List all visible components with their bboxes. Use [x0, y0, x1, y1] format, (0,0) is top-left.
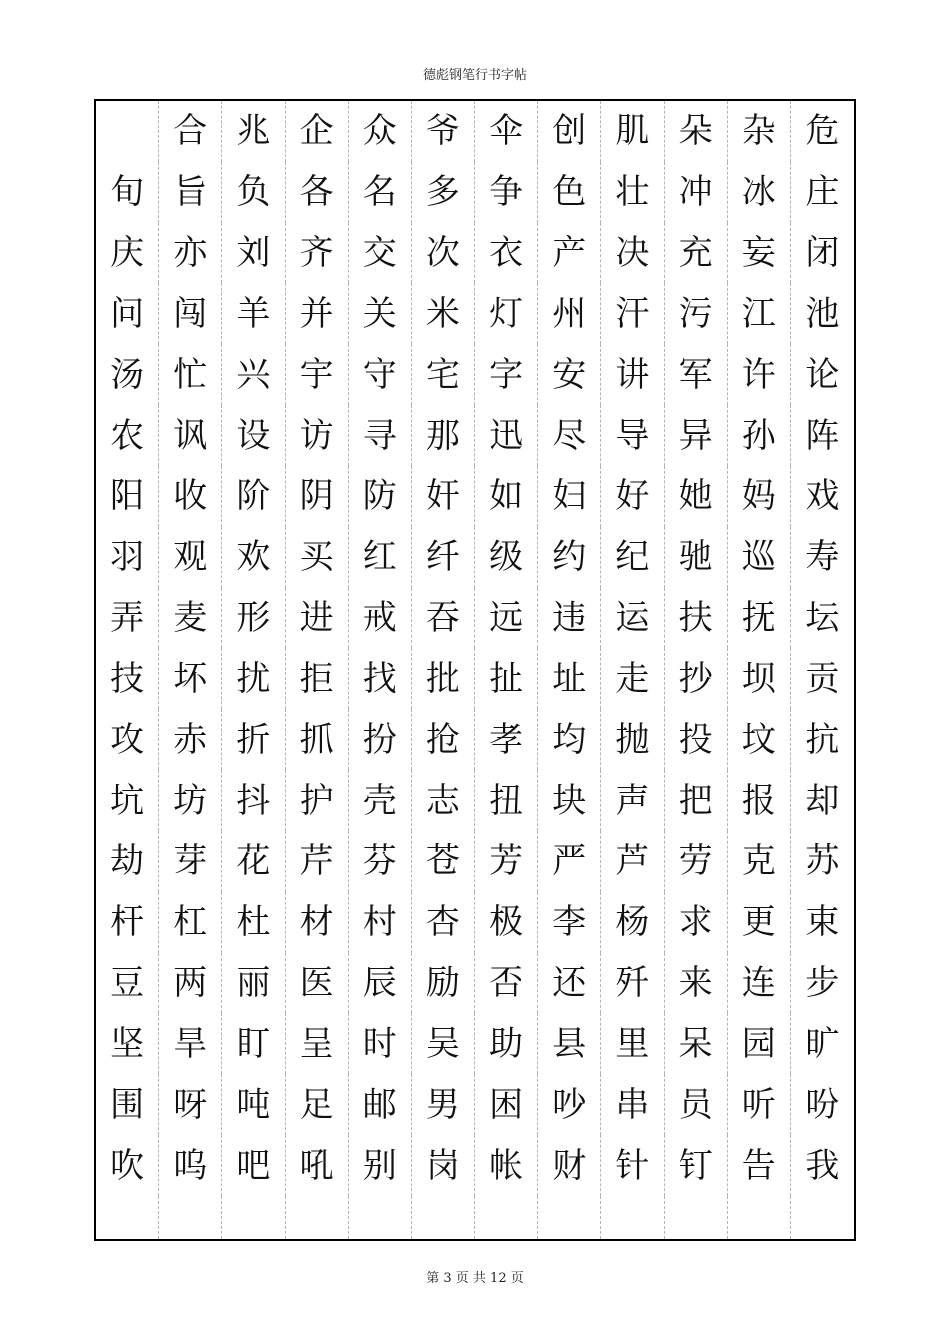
grid-cell: 吹: [96, 1135, 159, 1196]
grid-cell: 冰: [728, 162, 791, 223]
grid-cell: [159, 1196, 222, 1239]
grid-cell: 寻: [349, 405, 412, 466]
grid-cell: 财: [538, 1135, 601, 1196]
grid-cell: 弄: [96, 588, 159, 649]
grid-cell: 论: [805, 354, 840, 395]
grid-cell: 困: [475, 1074, 538, 1135]
grid-cell: 否: [475, 953, 538, 1014]
grid-cell: 吩: [805, 1084, 840, 1125]
grid-cell: 芹: [286, 831, 349, 892]
grid-cell: 钉: [665, 1135, 728, 1196]
grid-cell: 朵: [665, 101, 728, 162]
grid-cell: 异: [665, 405, 728, 466]
grid-cell: 许: [728, 344, 791, 405]
grid-cell: 关: [349, 283, 412, 344]
grid-cell: 克: [728, 831, 791, 892]
grid-cell: 巡: [728, 527, 791, 588]
grid-cell: 歼: [601, 953, 664, 1014]
grid-cell: 扯: [475, 648, 538, 709]
grid-cell: 别: [349, 1135, 412, 1196]
grid-cell: 找: [349, 648, 412, 709]
grid-cell: 坑: [96, 770, 159, 831]
grid-cell: 走: [601, 648, 664, 709]
grid-cell: 医: [286, 953, 349, 1014]
grid-cell: 抗: [805, 719, 840, 760]
grid-cell: 名: [349, 162, 412, 223]
grid-cell: 员: [665, 1074, 728, 1135]
grid-cell: 旱: [159, 1013, 222, 1074]
grid-cell: 讲: [601, 344, 664, 405]
grid-cell: 材: [286, 892, 349, 953]
grid-cell: 肌: [601, 101, 664, 162]
grid-cell: 扶: [665, 588, 728, 649]
grid-cell: 芳: [475, 831, 538, 892]
grid-cell: 驰: [665, 527, 728, 588]
grid-cell: 护: [286, 770, 349, 831]
grid-cell: 址: [538, 648, 601, 709]
grid-cell: 连: [728, 953, 791, 1014]
grid-cell: 芦: [601, 831, 664, 892]
grid-cell: 红: [349, 527, 412, 588]
grid-cell: 贡: [805, 658, 840, 699]
grid-cell: 并: [286, 283, 349, 344]
grid-cell: 阶: [222, 466, 285, 527]
grid-cell: 抓: [286, 709, 349, 770]
grid-cell: 齐: [286, 223, 349, 284]
grid-cell: 纤: [412, 527, 475, 588]
grid-cell: 好: [601, 466, 664, 527]
grid-cell: 里: [601, 1013, 664, 1074]
grid-cell: 岗: [412, 1135, 475, 1196]
grid-cell: 苍: [412, 831, 475, 892]
grid-cell: 级: [475, 527, 538, 588]
grid-cell: 迅: [475, 405, 538, 466]
grid-cell: 冲: [665, 162, 728, 223]
grid-cell: 兴: [222, 344, 285, 405]
grid-cell: 收: [159, 466, 222, 527]
grid-cell: 守: [349, 344, 412, 405]
grid-cell: 坛: [805, 598, 840, 639]
grid-cell: 设: [222, 405, 285, 466]
grid-cell: 闯: [159, 283, 222, 344]
grid-cell: 买: [286, 527, 349, 588]
grid-cell: 阵: [805, 415, 840, 456]
grid-cell: 听: [728, 1074, 791, 1135]
grid-cell: 花: [222, 831, 285, 892]
grid-cell: 辰: [349, 953, 412, 1014]
grid-cell: 村: [349, 892, 412, 953]
grid-cell: 观: [159, 527, 222, 588]
grid-cell: 约: [538, 527, 601, 588]
grid-cell: 坏: [159, 648, 222, 709]
grid-cell: 束: [805, 902, 840, 943]
grid-cell: 呜: [159, 1135, 222, 1196]
grid-cell: 求: [665, 892, 728, 953]
grid-cell: 防: [349, 466, 412, 527]
grid-cell: 运: [601, 588, 664, 649]
grid-cell: 攻: [96, 709, 159, 770]
grid-cell: 那: [412, 405, 475, 466]
grid-cell: 杆: [96, 892, 159, 953]
grid-cell: 吧: [222, 1135, 285, 1196]
grid-cell: 壳: [349, 770, 412, 831]
grid-cell: 盯: [222, 1013, 285, 1074]
grid-cell: [475, 1196, 538, 1239]
grid-cell: 围: [96, 1074, 159, 1135]
grid-cell: 企: [286, 101, 349, 162]
grid-cell: 旷: [805, 1023, 840, 1064]
grid-cell: 合: [159, 101, 222, 162]
grid-cell: 李: [538, 892, 601, 953]
grid-cell: 奸: [412, 466, 475, 527]
grid-cell: 灯: [475, 283, 538, 344]
grid-cell: 邮: [349, 1074, 412, 1135]
grid-cell: 芬: [349, 831, 412, 892]
grid-cell: 扮: [349, 709, 412, 770]
grid-cell: 坟: [728, 709, 791, 770]
grid-cell: 产: [538, 223, 601, 284]
grid-cell: 米: [412, 283, 475, 344]
grid-cell: 呆: [665, 1013, 728, 1074]
grid-cell: 杜: [222, 892, 285, 953]
grid-cell: 羽: [96, 527, 159, 588]
grid-cell: 拒: [286, 648, 349, 709]
grid-cell: 导: [601, 405, 664, 466]
grid-cell: 两: [159, 953, 222, 1014]
page-title: 德彪钢笔行书字帖: [422, 68, 527, 83]
grid-cell: 亦: [159, 223, 222, 284]
grid-cell: [538, 1196, 601, 1239]
grid-cell: 忙: [159, 344, 222, 405]
grid-cell: 衣: [475, 223, 538, 284]
grid-cell: 戏: [805, 476, 840, 517]
grid-cell: 州: [538, 283, 601, 344]
grid-cell: 庄: [805, 172, 840, 213]
grid-cell: 杠: [159, 892, 222, 953]
grid-cell: 军: [665, 344, 728, 405]
grid-cell: 阴: [286, 466, 349, 527]
grid-cell: 却: [805, 780, 840, 821]
grid-cell: 串: [601, 1074, 664, 1135]
grid-cell: 扭: [475, 770, 538, 831]
grid-cell: 汤: [96, 344, 159, 405]
grid-cell: 汗: [601, 283, 664, 344]
grid-cell: 投: [665, 709, 728, 770]
grid-cell: 吼: [286, 1135, 349, 1196]
grid-cell: 充: [665, 223, 728, 284]
grid-cell: 均: [538, 709, 601, 770]
grid-cell: 兆: [222, 101, 285, 162]
grid-cell: 严: [538, 831, 601, 892]
grid-cell: 交: [349, 223, 412, 284]
grid-cell: 她: [665, 466, 728, 527]
grid-cell: 杏: [412, 892, 475, 953]
grid-cell: 字: [475, 344, 538, 405]
grid-cell: 折: [222, 709, 285, 770]
grid-cell: 违: [538, 588, 601, 649]
grid-cell: 抖: [222, 770, 285, 831]
grid-cell: 抄: [665, 648, 728, 709]
page-footer: 第 3 页 共 12 页: [426, 1271, 524, 1286]
practice-grid: [94, 99, 856, 1241]
grid-cell: 妄: [728, 223, 791, 284]
grid-cell: 抚: [728, 588, 791, 649]
grid-cell: 讽: [159, 405, 222, 466]
grid-cell: 县: [538, 1013, 601, 1074]
grid-cell: 杨: [601, 892, 664, 953]
grid-cell: 创: [538, 101, 601, 162]
grid-cell: 抛: [601, 709, 664, 770]
grid-cell: 羊: [222, 283, 285, 344]
grid-cell: [222, 1196, 285, 1239]
grid-cell: 农: [96, 405, 159, 466]
grid-cell: 更: [728, 892, 791, 953]
grid-cell: 争: [475, 162, 538, 223]
grid-cell: 极: [475, 892, 538, 953]
grid-cell: 块: [538, 770, 601, 831]
grid-cell: 时: [349, 1013, 412, 1074]
grid-cell: [665, 1196, 728, 1239]
grid-cell: 还: [538, 953, 601, 1014]
grid-cell: 多: [412, 162, 475, 223]
grid-cell: 形: [222, 588, 285, 649]
grid-cell: 戒: [349, 588, 412, 649]
grid-cell: 我: [805, 1145, 840, 1186]
grid-cell: 坊: [159, 770, 222, 831]
grid-cell: 报: [728, 770, 791, 831]
grid-cell: 呈: [286, 1013, 349, 1074]
grid-cell: 技: [96, 648, 159, 709]
grid-cell: [728, 1196, 791, 1239]
grid-cell: 如: [475, 466, 538, 527]
grid-cell: 宇: [286, 344, 349, 405]
grid-cell: 伞: [475, 101, 538, 162]
grid-cell: 呀: [159, 1074, 222, 1135]
grid-cell: 各: [286, 162, 349, 223]
grid-cell: 坚: [96, 1013, 159, 1074]
grid-cell: 纪: [601, 527, 664, 588]
grid-cell: 苏: [805, 841, 840, 882]
grid-cell: [412, 1196, 475, 1239]
grid-cell: 寿: [805, 537, 840, 578]
grid-cell: 把: [665, 770, 728, 831]
grid-cell: 志: [412, 770, 475, 831]
grid-cell: 欢: [222, 527, 285, 588]
grid-cell: 麦: [159, 588, 222, 649]
grid-cell: [601, 1196, 664, 1239]
grid-cell: 劫: [96, 831, 159, 892]
grid-cell: 赤: [159, 709, 222, 770]
grid-cell: 步: [805, 963, 840, 1004]
grid-cell: 阳: [96, 466, 159, 527]
grid-cell: [96, 1196, 159, 1239]
grid-cell: [286, 1196, 349, 1239]
grid-cell: 旬: [96, 162, 159, 223]
grid-cell: 次: [412, 223, 475, 284]
grid-cell: 尽: [538, 405, 601, 466]
grid-cell: 爷: [412, 101, 475, 162]
grid-cell: 针: [601, 1135, 664, 1196]
grid-cell: 批: [412, 648, 475, 709]
grid-cell: [349, 1196, 412, 1239]
grid-cell: 男: [412, 1074, 475, 1135]
grid-cell: 池: [805, 293, 840, 334]
grid-cell: 劳: [665, 831, 728, 892]
grid-cell: 声: [601, 770, 664, 831]
grid-cell: 吴: [412, 1013, 475, 1074]
grid-cell: 豆: [96, 953, 159, 1014]
grid-cell: 吵: [538, 1074, 601, 1135]
grid-cell: [96, 101, 159, 162]
grid-cell: 危: [805, 111, 840, 152]
grid-cell: 色: [538, 162, 601, 223]
grid-cell: [791, 1196, 854, 1239]
grid-cell: 抢: [412, 709, 475, 770]
grid-cell: 足: [286, 1074, 349, 1135]
grid-cell: 妇: [538, 466, 601, 527]
grid-cell: 孝: [475, 709, 538, 770]
grid-cell: 来: [665, 953, 728, 1014]
grid-cell: 妈: [728, 466, 791, 527]
grid-cell: 丽: [222, 953, 285, 1014]
grid-cell: 污: [665, 283, 728, 344]
grid-cell: 闭: [805, 233, 840, 274]
grid-cell: 扰: [222, 648, 285, 709]
grid-cell: 庆: [96, 223, 159, 284]
grid-cell: 安: [538, 344, 601, 405]
grid-cell: 吨: [222, 1074, 285, 1135]
grid-cell: 负: [222, 162, 285, 223]
grid-cell: 访: [286, 405, 349, 466]
grid-cell: 旨: [159, 162, 222, 223]
grid-cell: 远: [475, 588, 538, 649]
grid-cell: 决: [601, 223, 664, 284]
grid-cell: 问: [96, 283, 159, 344]
grid-cell: 坝: [728, 648, 791, 709]
grid-cell: 告: [728, 1135, 791, 1196]
grid-cell: 孙: [728, 405, 791, 466]
grid-cell: 杂: [728, 101, 791, 162]
grid-cell: 吞: [412, 588, 475, 649]
grid-cell: 壮: [601, 162, 664, 223]
grid-cell: 助: [475, 1013, 538, 1074]
grid-cell: 园: [728, 1013, 791, 1074]
grid-cell: 帐: [475, 1135, 538, 1196]
grid-cell: 芽: [159, 831, 222, 892]
grid-cell: 宅: [412, 344, 475, 405]
grid-cell: 刘: [222, 223, 285, 284]
grid-cell: 励: [412, 953, 475, 1014]
grid-cell: 进: [286, 588, 349, 649]
grid-cell: 众: [349, 101, 412, 162]
grid-cell: 江: [728, 283, 791, 344]
